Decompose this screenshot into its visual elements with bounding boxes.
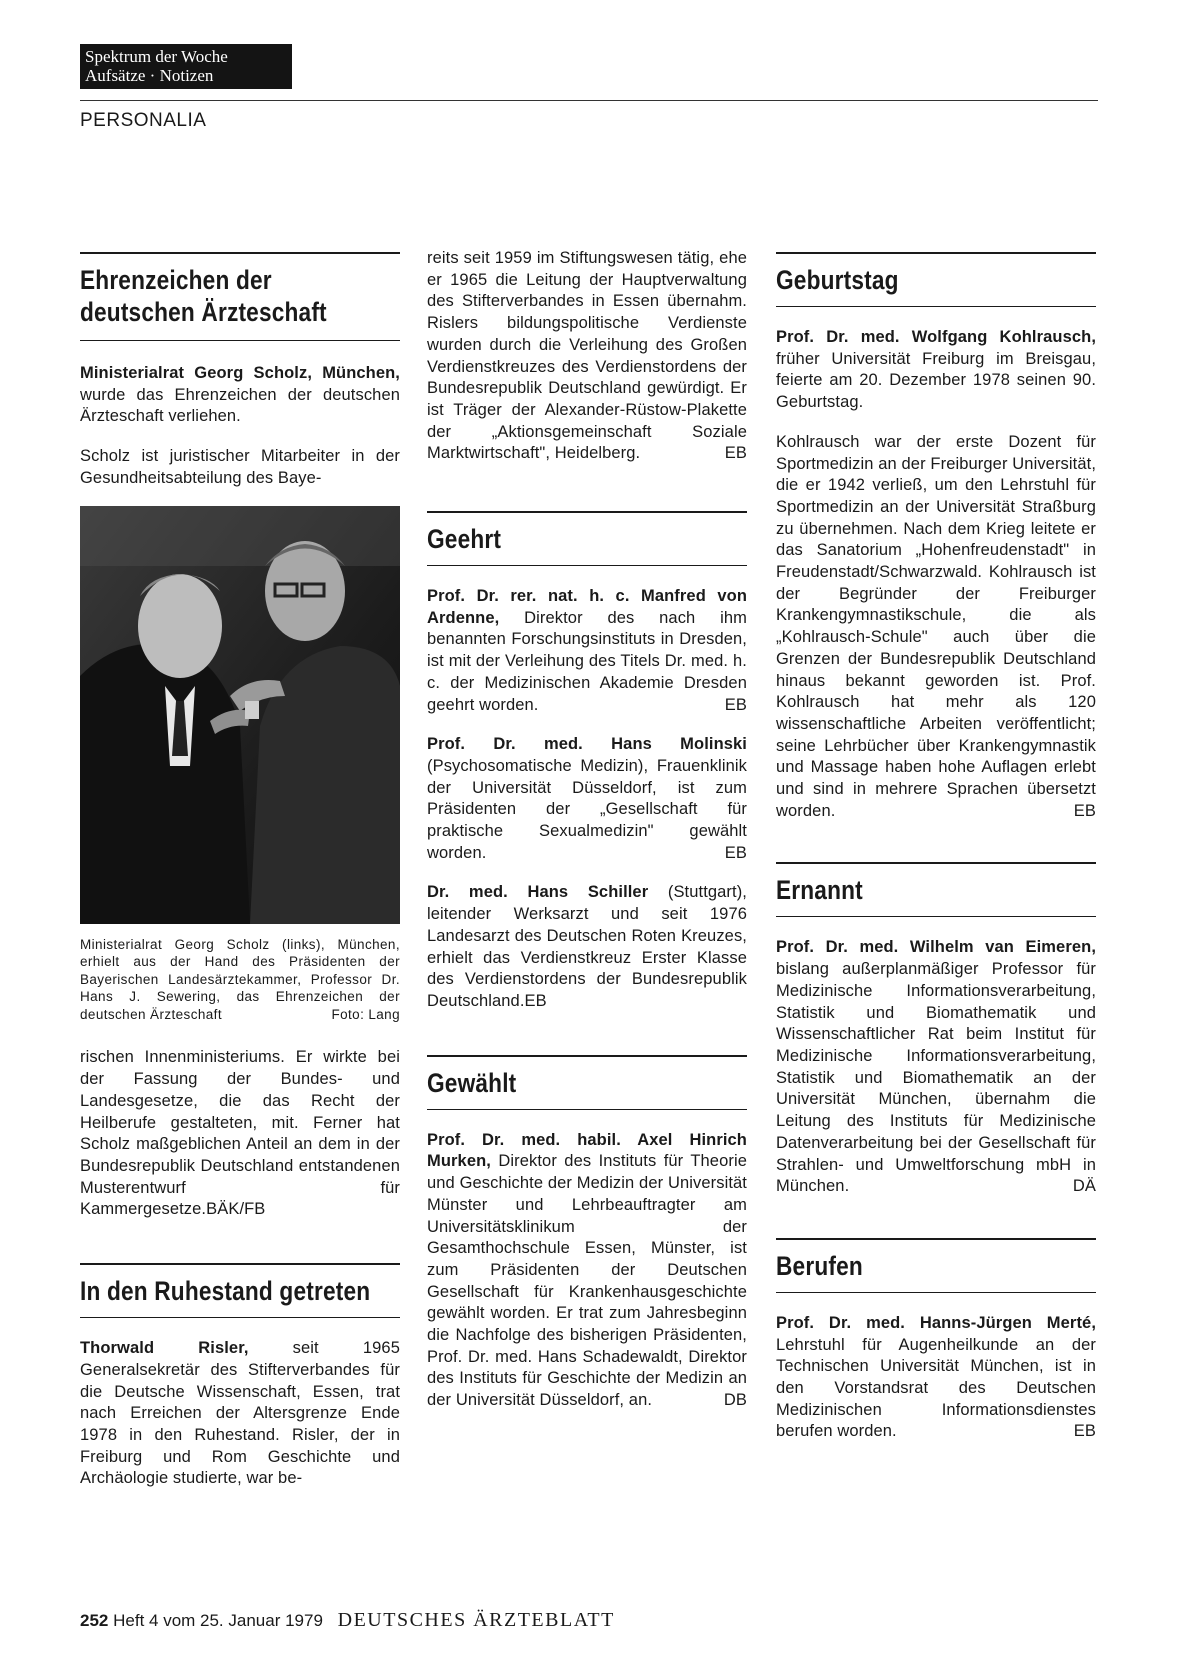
paragraph-text: Direktor des nach ihm benannten Forschungsinstituts in Dresden, ist mit der Verleihung des Titels Dr. med. h. c. der Medizinischen Akademie Dresden geehrt worden. xyxy=(427,608,747,714)
rule xyxy=(80,1317,400,1318)
headline-ruhestand: In den Ruhestand getreten xyxy=(80,1276,371,1307)
rule xyxy=(776,1238,1096,1240)
rule xyxy=(80,252,400,254)
headline-gewaehlt: Gewählt xyxy=(427,1067,517,1098)
article-paragraph xyxy=(427,882,747,1012)
person-name: Prof. Dr. rer. nat. h. c. Manfred von Ardenne, xyxy=(427,587,747,627)
person-name: Prof. Dr. med. Wilhelm van Eimeren, xyxy=(776,938,1096,957)
rule xyxy=(80,340,400,341)
magazine-title: DEUTSCHES ÄRZTEBLATT xyxy=(337,1609,615,1631)
author-sig: EB xyxy=(724,843,747,862)
paragraph-text: reits seit 1959 im Stiftungswesen tätig, ehe er 1965 die Leitung der Hauptverwaltung des Stifterverbandes in Essen übernahm. Rislers bildungspolitische Verdienste wurden durch die Verleihung des Großen Verdienstkreuzes des Verdienstordens der Bundesrepublik Deutschland gewürdigt. Er ist Träger der Alexander-Rüstow-Plakette der „Aktionsgemeinschaft Soziale Marktwirtschaft", Heidelberg. xyxy=(427,249,747,463)
person-name: Prof. Dr. med. Wolfgang Kohlrausch, xyxy=(776,328,1096,346)
person-name: Dr. med. Hans Schiller xyxy=(427,883,649,902)
rule xyxy=(427,1055,747,1057)
photo-image xyxy=(80,506,400,924)
headline-ernannt: Ernannt xyxy=(776,875,863,906)
author-sig: EB xyxy=(1073,801,1096,820)
column-1 xyxy=(80,252,400,1490)
section-label: PERSONALIA xyxy=(80,110,207,131)
top-rule xyxy=(80,100,1098,101)
article-paragraph xyxy=(776,432,1096,823)
rule xyxy=(80,1263,400,1265)
column-3 xyxy=(776,252,1096,1443)
paragraph-text: seit 1965 Generalsekretär des Stifterverbandes für die Deutsche Wissenschaft, Essen, trat nach Erreichen der Altersgrenze Ende 1978 in den Ruhestand. Risler, der in Freiburg und Rom Geschichte und Archäologie studierte, war be- xyxy=(80,1339,400,1488)
author-sig: BÄK/FB xyxy=(206,1200,266,1219)
article-paragraph xyxy=(427,1130,747,1412)
rule xyxy=(427,1109,747,1110)
article-paragraph xyxy=(776,1313,1096,1443)
headline-line-1: Ehrenzeichen der xyxy=(80,265,272,295)
author-sig: DB xyxy=(723,1391,747,1410)
paragraph-text: Lehrstuhl für Augenheilkunde an der Technischen Universität München, ist in den Vorstandsrat des Deutschen Medizinischen Informationsdienstes berufen worden. xyxy=(776,1335,1096,1441)
article-paragraph xyxy=(776,937,1096,1197)
rule xyxy=(427,565,747,566)
paragraph-text: (Stuttgart), leitender Werksarzt und seit 1976 Landesarzt des Deutschen Roten Kreuzes, erhielt das Verdienstkreuz Erster Klasse des Verdienstordens der Bundesrepublik Deutschland. xyxy=(427,883,747,1010)
person-name: Prof. Dr. med. habil. Axel Hinrich Murken, xyxy=(427,1130,747,1171)
author-sig: EB xyxy=(524,991,547,1010)
headline-line-2: deutschen Ärzteschaft xyxy=(80,297,327,327)
photo-caption xyxy=(80,936,400,1024)
headline-ehrenzeichen xyxy=(80,264,349,328)
article-paragraph xyxy=(427,586,747,716)
column-2 xyxy=(427,248,747,1412)
rule xyxy=(776,306,1096,307)
headline-geburtstag: Geburtstag xyxy=(776,265,899,295)
tag-line-2: Aufsätze · Notizen xyxy=(85,66,214,85)
person-name: Ministerialrat Georg Scholz, München, xyxy=(80,364,400,382)
paragraph-text: rischen Innenministeriums. Er wirkte bei der Fassung der Bundes- und Landesgesetze, die das Recht der Heilberufe gestalteten, mit. Ferner hat Scholz maßgeblichen Anteil an dem in der Bundesrepublik Deutschland entstandenen Musterentwurf für Kammergesetze. xyxy=(80,1048,400,1219)
paragraph-text: wurde das Ehrenzeichen der deutschen Ärzteschaft verliehen. xyxy=(80,385,400,426)
person-name: Prof. Dr. med. Hans Molinski xyxy=(427,735,747,754)
headline-berufen: Berufen xyxy=(776,1250,863,1281)
article-paragraph xyxy=(427,248,747,465)
photo-credit: Foto: Lang xyxy=(331,1006,400,1022)
rule xyxy=(776,916,1096,917)
article-paragraph xyxy=(427,734,747,864)
paragraph-text: Kohlrausch war der erste Dozent für Sportmedizin an der Freiburger Universität, die er 1942 verließ, um den Lehrstuhl für Sportmedizin an der Universität Straßburg zu übernehmen. Nach dem Krieg leitete er das Sanatorium „Hohenfreudenstadt" in Freudenstadt/Schwarzwald. Kohlrausch ist der Begründer der Freiburger Krankengymnastikschule, die als „Kohlrausch-Schule" auch über die Grenzen der Bundesrepublik Deutschland hinaus bekannt geworden ist. Prof. Kohlrausch hat mehr als 120 wissenschaftliche Arbeiten veröffentlicht; seine Lehrbücher über Krankengymnastik und Massage haben hohe Auflagen erlebt und sind in mehrere Sprachen übersetzt worden. xyxy=(776,432,1096,820)
tag-line-1: Spektrum der Woche xyxy=(85,47,228,66)
article-paragraph xyxy=(80,1338,400,1490)
paragraph-text: bislang außerplanmäßiger Professor für Medizinische Informationsverarbeitung, Statistik und Biomathematik und Wissenschaftlicher Rat beim Institut für Medizinische Informationsverarbeitung, Statistik und Biomathematik an der Universität München, übernahm die Leitung des Instituts für Medizinische Datenverarbeitung bei der Gesellschaft für Strahlen- und Umweltforschung mbH in München. xyxy=(776,960,1096,1196)
author-sig: EB xyxy=(724,695,747,714)
person-name: Prof. Dr. med. Hanns-Jürgen Merté, xyxy=(776,1313,1096,1332)
paragraph-text: früher Universität Freiburg im Breisgau, feierte am 20. Dezember 1978 seinen 90. Geburtstag. xyxy=(776,349,1096,412)
page-number: 252 xyxy=(80,1611,109,1630)
article-paragraph xyxy=(776,327,1096,414)
paragraph-text: Direktor des Instituts für Theorie und Geschichte der Medizin der Universität Münster und Lehrbeauftragter am Universitätsklinikum der Gesamthochschule Essen, Münster, ist zum Präsidenten der Deutschen Gesellschaft für Krankenhausgeschichte gewählt worden. Er trat zum Jahresbeginn die Nachfolge des bisherigen Präsidenten, Prof. Dr. med. Hans Schadewaldt, Direktor des Instituts für Geschichte der Medizin an der Universität Düsseldorf, an. xyxy=(427,1152,747,1410)
caption-text: Ministerialrat Georg Scholz (links), München, erhielt aus der Hand des Präsidenten der Bayerischen Landesärztekammer, Professor Dr. Hans J. Sewering, das Ehrenzeichen der deutschen Ärzteschaft xyxy=(80,936,400,1022)
rule xyxy=(776,252,1096,254)
award-photo xyxy=(80,506,400,924)
author-sig: EB xyxy=(724,444,747,463)
author-sig: EB xyxy=(1073,1422,1096,1441)
section-tag xyxy=(80,44,292,89)
article-paragraph: Scholz ist juristischer Mitarbeiter in der Gesundheitsabteilung des Baye- xyxy=(80,447,400,487)
issue-info: Heft 4 vom 25. Januar 1979 xyxy=(113,1611,323,1630)
headline-geehrt: Geehrt xyxy=(427,524,502,555)
person-name: Thorwald Risler, xyxy=(80,1339,249,1358)
article-paragraph xyxy=(80,363,400,428)
rule xyxy=(776,1292,1096,1293)
rule xyxy=(776,862,1096,864)
page-footer xyxy=(80,1609,615,1632)
paragraph-text: (Psychosomatische Medizin), Frauenklinik der Universität Düsseldorf, ist zum Präsidenten der „Gesellschaft für praktische Sexualmedizin" gewählt worden. xyxy=(427,756,747,862)
author-sig: DÄ xyxy=(1072,1177,1096,1196)
article-paragraph xyxy=(80,1047,400,1221)
rule xyxy=(427,511,747,513)
